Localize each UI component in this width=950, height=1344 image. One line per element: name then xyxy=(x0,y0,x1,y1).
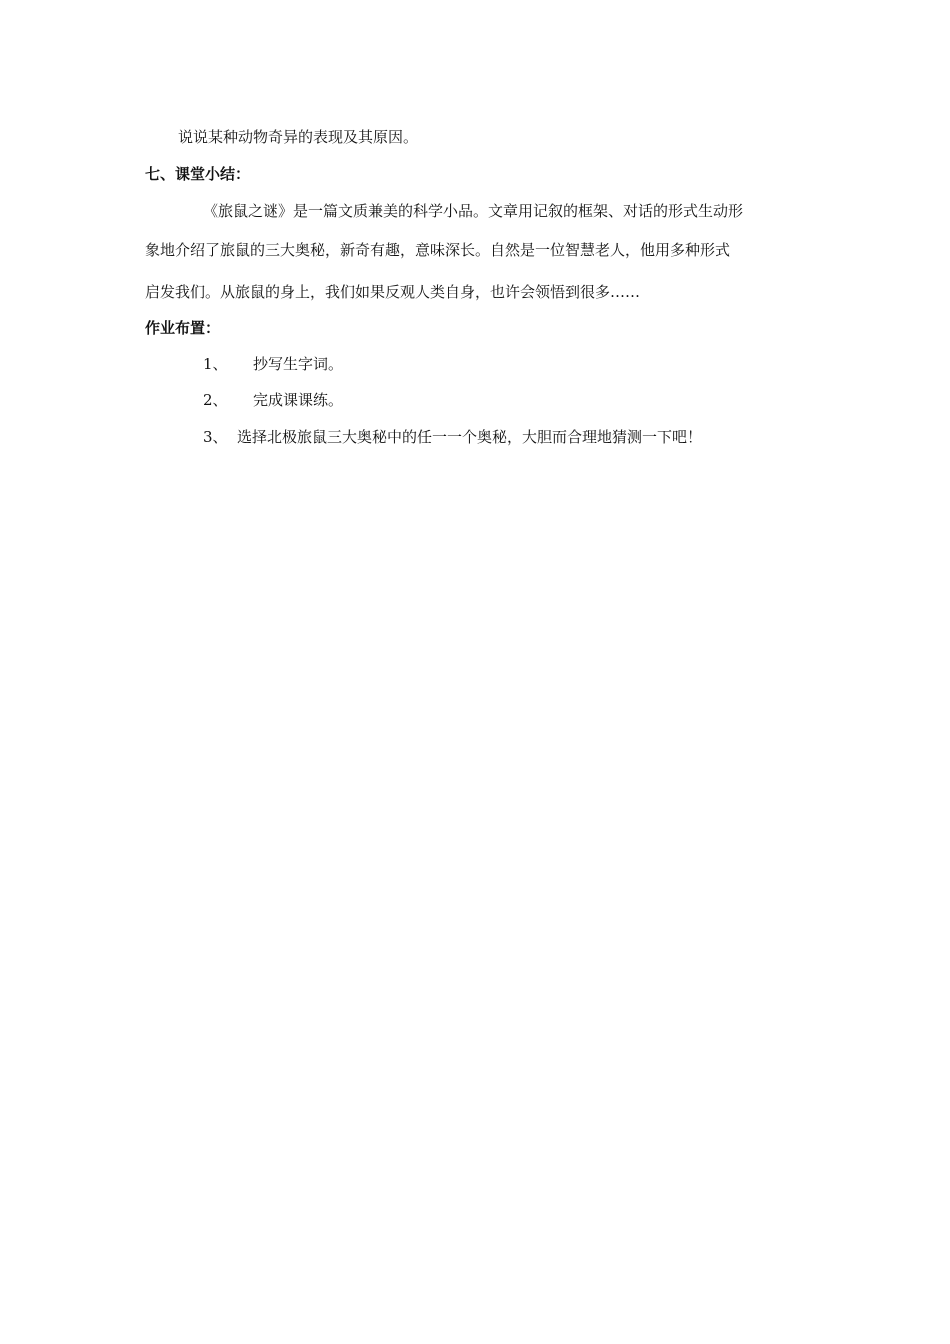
homework-item xyxy=(203,354,343,374)
homework-item xyxy=(203,390,343,410)
summary-paragraph-line-3: 启发我们。从旅鼠的身上，我们如果反观人类自身，也许会领悟到很多…… xyxy=(145,283,641,301)
summary-paragraph-line-1: 《旅鼠之谜》是一篇文质兼美的科学小品。文章用记叙的框架、对话的形式生动形 xyxy=(203,202,744,220)
section-heading-homework: 作业布置： xyxy=(145,319,221,337)
homework-item-number: 3、 xyxy=(203,428,228,446)
homework-item-text: 抄写生字词。 xyxy=(253,355,344,373)
section-heading-summary: 七、课堂小结： xyxy=(145,165,251,183)
homework-item-text: 完成课课练。 xyxy=(253,391,344,409)
homework-item-number: 1、 xyxy=(203,355,228,373)
homework-item-number: 2、 xyxy=(203,391,228,409)
intro-line: 说说某种动物奇异的表现及其原因。 xyxy=(178,128,419,146)
homework-item xyxy=(203,427,702,447)
homework-item-text: 选择北极旅鼠三大奥秘中的任一一个奥秘，大胆而合理地猜测一下吧！ xyxy=(237,428,703,446)
summary-paragraph-line-2: 象地介绍了旅鼠的三大奥秘，新奇有趣，意味深长。自然是一位智慧老人，他用多种形式 xyxy=(145,241,731,259)
